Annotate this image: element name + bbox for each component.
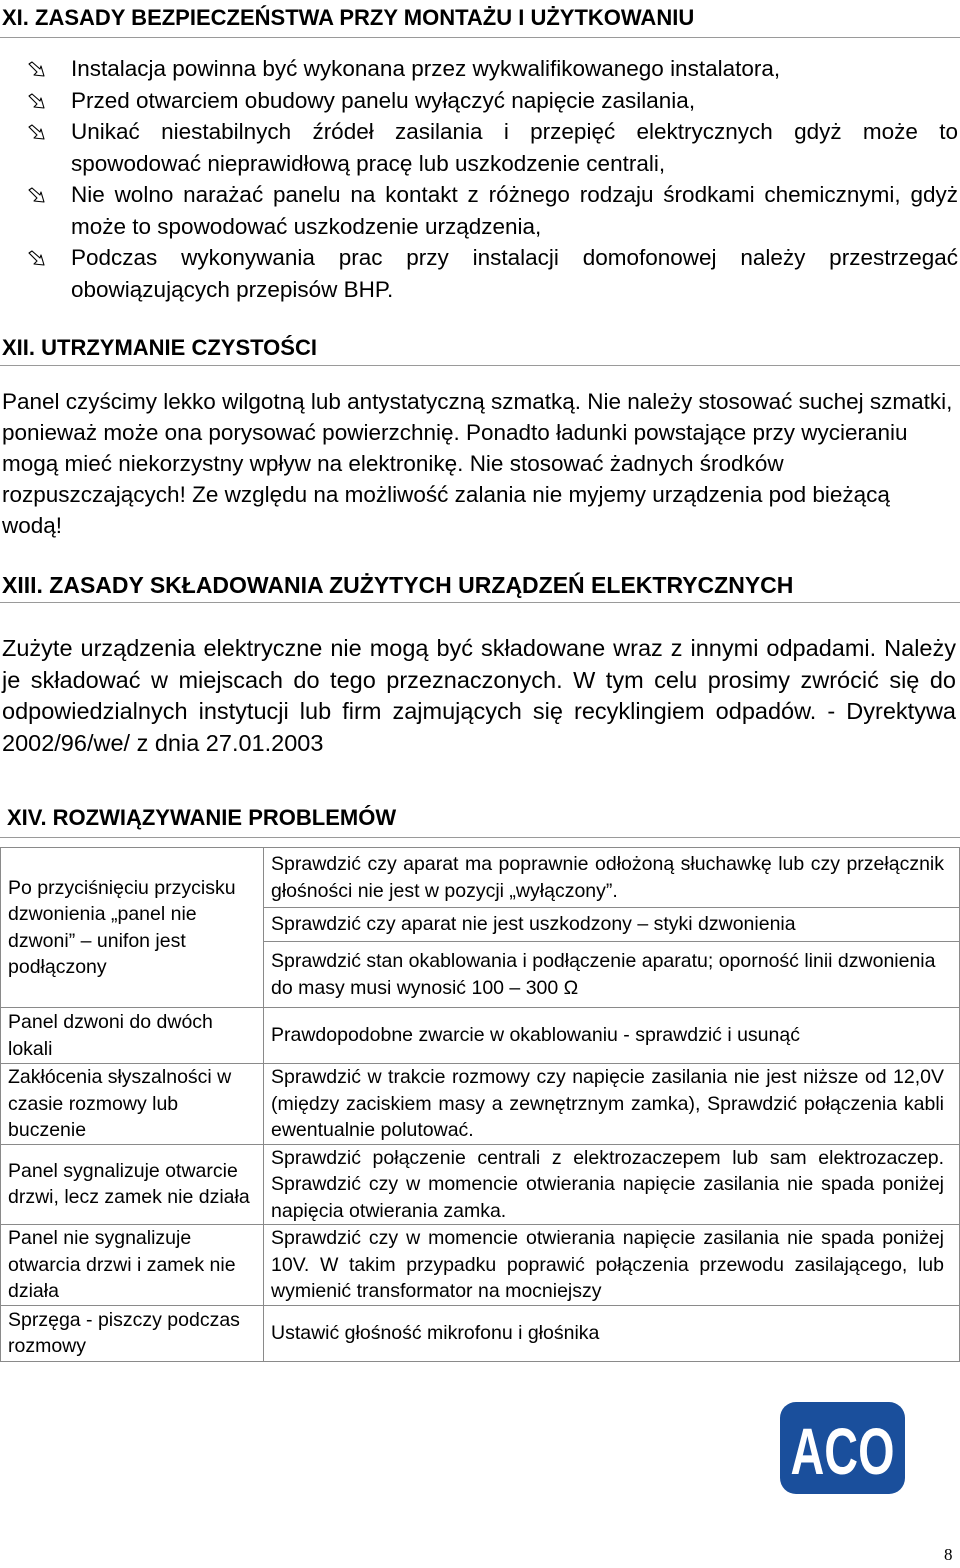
list-item [0,242,958,305]
solution-cell: Sprawdzić czy aparat nie jest uszkodzony – styki dzwonienia [264,908,960,942]
list-item [0,85,958,117]
problem-cell: Zakłócenia słyszalności w czasie rozmowy lub buczenie [1,1064,264,1145]
table-row [1,848,960,908]
logo-text: ACO [790,1414,895,1488]
table-row [1,1008,960,1064]
solution-cell: Sprawdzić czy aparat ma poprawnie odłożoną słuchawkę lub czy przełącznik głośności nie jest w pozycji „wyłączony”. [264,848,960,908]
disposal-paragraph: Zużyte urządzenia elektryczne nie mogą być składowane wraz z innymi odpadami. Należy je składować w miejscach do tego przeznaczonych. W tym celu prosimy zwrócić się do odpowiedzialnych instytucji lub firm zajmujących się recyklingiem odpadów. - Dyrektywa 2002/96/we/ z dnia 27.01.2003 [2,635,956,756]
bullet-arrow-icon [28,61,46,79]
section-14-title: XIV. ROZWIĄZYWANIE PROBLEMÓW [7,805,397,830]
list-item-text: Przed otwarciem obudowy panelu wyłączyć napięcie zasilania, [71,87,696,113]
bullet-arrow-icon [28,124,46,142]
list-item-text: Podczas wykonywania prac przy instalacji domofonowej należy przestrzegać obowiązujących przepisów BHP. [71,245,958,302]
solution-cell: Prawdopodobne zwarcie w okablowaniu - sprawdzić i usunąć [264,1008,960,1064]
list-item-text: Unikać niestabilnych źródeł zasilania i przepięć elektrycznych gdyż może to spowodować nieprawidłową pracę lub uszkodzenie centrali, [71,119,958,176]
cleaning-paragraph: Panel czyścimy lekko wilgotną lub antystatyczną szmatką. Nie należy stosować suchej szmatki, ponieważ może ona porysować powierzchnię. Ponadto ładunki powstające przy wycieraniu mogą mieć niekorzystny wpływ na elektronikę. Nie stosować żadnych środków rozpuszczających! Ze względu na możliwość zalania nie myjemy urządzenia pod bieżącą wodą! [2,389,953,538]
section-12-title: XII. UTRZYMANIE CZYSTOŚCI [2,335,317,360]
problem-cell: Po przyciśnięciu przycisku dzwonienia „panel nie dzwoni” – unifon jest podłączony [1,848,264,1008]
problem-cell: Panel nie sygnalizuje otwarcia drzwi i zamek nie działa [1,1225,264,1306]
table-row [1,1064,960,1145]
solution-cell: Sprawdzić stan okablowania i podłączenie aparatu; oporność linii dzwonienia do masy musi wynosić 100 – 300 Ω [264,942,960,1008]
table-row [1,1305,960,1361]
problem-cell: Panel dzwoni do dwóch lokali [1,1008,264,1064]
bullet-arrow-icon [28,93,46,111]
list-item [0,116,958,179]
section-divider [0,37,960,38]
safety-list [0,53,958,305]
solution-cell: Sprawdzić czy w momencie otwierania napięcie zasilania nie spada poniżej 10V. W takim przypadku poprawić połączenia przewodu zasilającego, lub wymienić transformator na mocniejszy [264,1225,960,1306]
section-13-title: XIII. ZASADY SKŁADOWANIA ZUŻYTYCH URZĄDZEŃ ELEKTRYCZNYCH [2,572,794,598]
table-row [1,1144,960,1225]
solution-cell: Sprawdzić połączenie centrali z elektrozaczepem lub sam elektrozaczep. Sprawdzić czy w momencie otwierania napięcie zasilania nie spada poniżej napięcia otwierania zamka. [264,1144,960,1225]
problem-cell: Sprzęga - piszczy podczas rozmowy [1,1305,264,1361]
list-item [0,53,958,85]
bullet-arrow-icon [28,187,46,205]
problem-cell: Panel sygnalizuje otwarcie drzwi, lecz zamek nie działa [1,1144,264,1225]
list-item [0,179,958,242]
bullet-arrow-icon [28,250,46,268]
section-11-title: XI. ZASADY BEZPIECZEŃSTWA PRZY MONTAŻU I UŻYTKOWANIU [2,5,695,30]
troubleshooting-table [0,847,960,1362]
solution-cell: Ustawić głośność mikrofonu i głośnika [264,1305,960,1361]
section-divider [0,602,960,603]
aco-logo [780,1402,905,1494]
solution-cell: Sprawdzić w trakcie rozmowy czy napięcie zasilania nie jest niższe od 12,0V (między zaciskiem masy a zewnętrznym zamka), Sprawdzić połączenia kabli ewentualnie polutować. [264,1064,960,1145]
section-divider [0,837,960,838]
list-item-text: Instalacja powinna być wykonana przez wykwalifikowanego instalatora, [71,56,781,81]
page-number: 8 [944,1545,953,1564]
section-divider [0,365,960,366]
table-row [1,1225,960,1306]
list-item-text: Nie wolno narażać panelu na kontakt z różnego rodzaju środkami chemicznymi, gdyż może to spowodować uszkodzenie urządzenia, [71,182,958,239]
